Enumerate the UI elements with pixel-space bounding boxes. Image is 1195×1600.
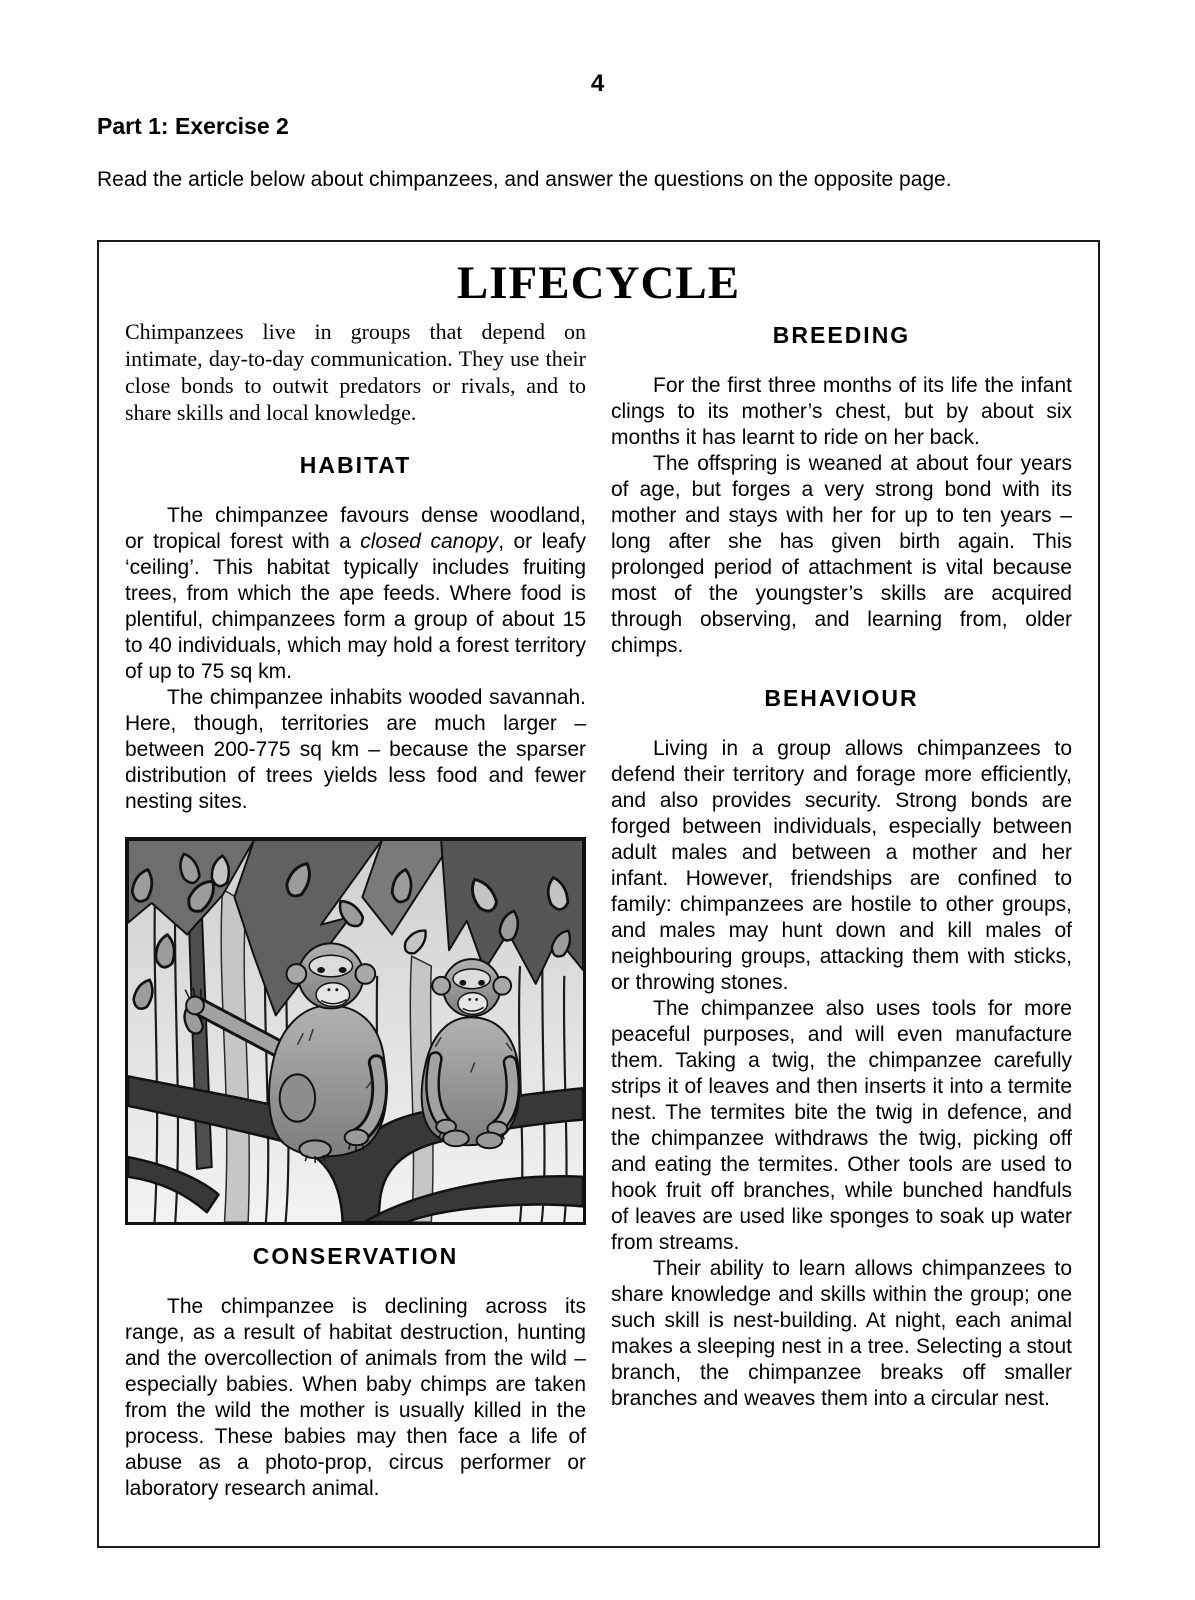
chimpanzee-right [422, 959, 520, 1148]
behaviour-paragraph-1: Living in a group allows chimpanzees to defend their territory and forage more efficiently, and also provides security. Strong bonds are forged between individuals, especially between adult males and between a mother and her infant. However, friendships are confined to family: chimpanzees are hostile to other groups, and males may hunt down and kill males of neighbouring groups, attacking them with sticks, or throwing stones. [611, 737, 1072, 994]
article-columns [125, 318, 1072, 1502]
article-title: LIFECYCLE [456, 257, 741, 309]
article-box [97, 240, 1100, 1548]
habitat-paragraph-1: The chimpanzee favours dense woodland, or tropical forest with a closed canopy, or leafy ‘ceiling’. This habitat typically includes fruiting trees, from which the ape feeds. Where food is plentiful, chimpanzees form a group of about 15 to 40 individuals, which may hold a forest territory of up to 75 sq km. [125, 504, 586, 683]
breeding-paragraph-2: The offspring is weaned at about four years of age, but forges a very strong bond with its mother and stays with her for up to ten years – long after she has given birth again. This prolonged period of attachment is vital because most of the youngster’s skills are acquired through observing, and learning from, older chimps. [611, 452, 1072, 657]
conservation-heading: CONSERVATION [252, 1243, 459, 1270]
right-column [611, 318, 1072, 1502]
behaviour-heading: BEHAVIOUR [764, 685, 919, 711]
intro-paragraph: Chimpanzees live in groups that depend on intimate, day-to-day communication. They use their close bonds to outwit predators or rivals, and to share skills and local knowledge. [125, 319, 586, 425]
behaviour-paragraph-2: The chimpanzee also uses tools for more peaceful purposes, and will even manufacture them. Taking a twig, the chimpanzee carefully strips it of leaves and then inserts it into a termite nest. The termites bite the twig in defence, and the chimpanzee withdraws the twig, picking off and eating the termites. Other tools are used to hook fruit off branches, while bunched handfuls of leaves are used like sponges to soak up water from streams. [611, 997, 1072, 1254]
page-number: 4 [590, 70, 605, 97]
left-column [125, 318, 586, 1502]
behaviour-paragraph-3: Their ability to learn allows chimpanzees to share knowledge and skills within the group; one such skill is nest-building. At night, each animal makes a sleeping nest in a tree. Selecting a stout branch, the chimpanzee breaks off smaller branches and weaves them into a circular nest. [611, 1257, 1072, 1410]
habitat-heading: HABITAT [299, 452, 412, 478]
conservation-paragraph-1: The chimpanzee is declining across its range, as a result of habitat destruction, hunting and the overcollection of animals from the wild – especially babies. When baby chimps are taken from the wild the mother is usually killed in the process. These babies may then face a life of abuse as a photo-prop, circus performer or laboratory research animal. [125, 1295, 586, 1501]
habitat-paragraph-2: The chimpanzee inhabits wooded savannah. Here, though, territories are much larger – between 200-775 sq km – because the sparser distribution of trees yields less food and fewer nesting sites. [125, 686, 586, 813]
chimpanzee-illustration [128, 840, 583, 1222]
breeding-heading: BREEDING [772, 322, 911, 348]
instruction-text: Read the article below about chimpanzees, and answer the questions on the opposite page. [97, 168, 952, 191]
breeding-paragraph-1: For the first three months of its life the infant clings to its mother’s chest, but by about six months it has learnt to ride on her back. [611, 374, 1072, 449]
part-heading: Part 1: Exercise 2 [97, 113, 289, 139]
article-figure [125, 837, 586, 1225]
